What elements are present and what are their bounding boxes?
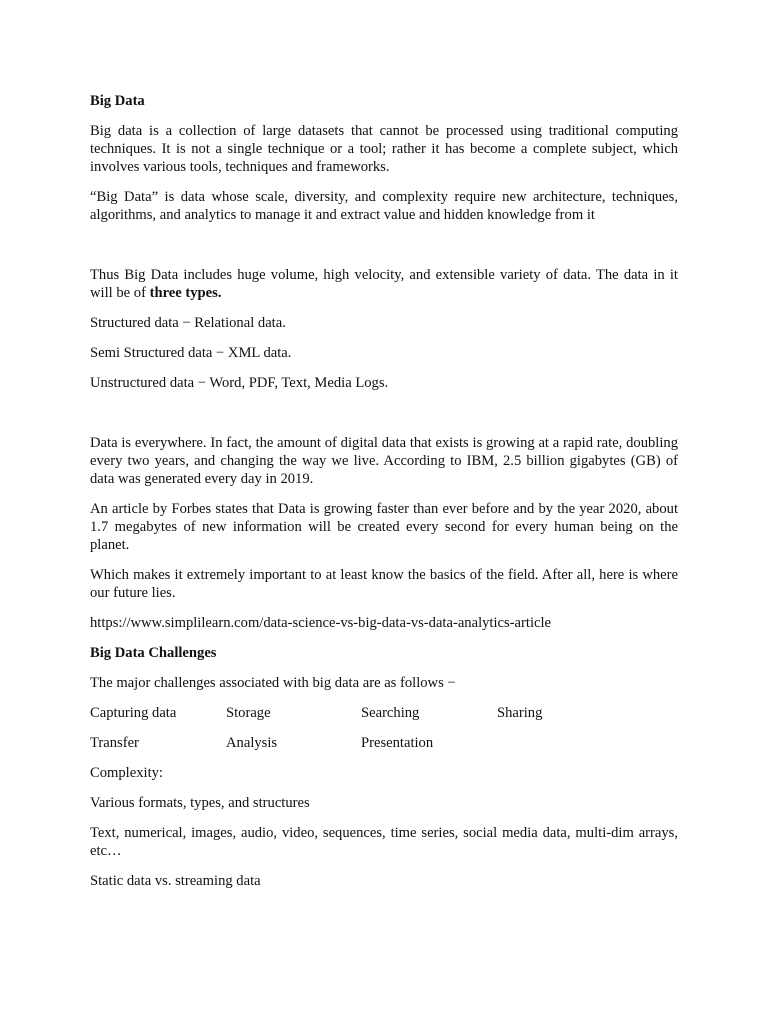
paragraph-importance: Which makes it extremely important to at least know the basics of the field. After all, here is where our future lies. <box>90 567 678 601</box>
challenge-item <box>497 734 632 752</box>
static-vs-streaming: Static data vs. streaming data <box>90 873 261 889</box>
challenges-row-2 <box>90 734 678 752</box>
challenge-item: Analysis <box>226 735 278 751</box>
type-semi-structured: Semi Structured data − XML data. <box>90 345 292 361</box>
challenge-item: Capturing data <box>90 705 177 721</box>
type-unstructured: Unstructured data − Word, PDF, Text, Media Logs. <box>90 375 389 391</box>
formats-line: Various formats, types, and structures <box>90 795 310 811</box>
challenges-intro: The major challenges associated with big data are as follows − <box>90 675 456 691</box>
paragraph-forbes: An article by Forbes states that Data is growing faster than ever before and by the year 2020, about 1.7 megabytes of new information will be created every second for every human being on the planet. <box>90 501 678 553</box>
examples-line: Text, numerical, images, audio, video, sequences, time series, social media data, multi-dim arrays, etc… <box>90 825 678 859</box>
challenge-item: Searching <box>361 705 420 721</box>
challenge-item: Sharing <box>497 705 543 721</box>
paragraph-big-data-quote: “Big Data” is data whose scale, diversity, and complexity require new architecture, techniques, algorithms, and analytics to manage it and extract value and hidden knowledge from it <box>90 189 678 223</box>
complexity-label: Complexity: <box>90 765 163 781</box>
paragraph-three-types-text: Thus Big Data includes huge volume, high velocity, and extensible variety of data. The data in it will be of <box>90 267 678 301</box>
paragraph-three-types <box>90 266 678 302</box>
challenges-row-1 <box>90 704 678 722</box>
spacer <box>90 236 678 266</box>
challenge-item: Transfer <box>90 735 139 751</box>
spacer <box>90 404 678 434</box>
paragraph-data-everywhere: Data is everywhere. In fact, the amount of digital data that exists is growing at a rapid rate, doubling every two years, and changing the way we live. According to IBM, 2.5 billion gigabytes (GB) of data was generated every day in 2019. <box>90 435 678 487</box>
type-structured: Structured data − Relational data. <box>90 315 286 331</box>
section-heading-challenges: Big Data Challenges <box>90 645 217 661</box>
document-page <box>90 92 678 902</box>
source-url: https://www.simplilearn.com/data-science-vs-big-data-vs-data-analytics-article <box>90 615 552 631</box>
three-types-bold: three types. <box>149 285 222 301</box>
paragraph-definition: Big data is a collection of large datasets that cannot be processed using traditional computing techniques. It is not a single technique or a tool; rather it has become a complete subject, which involves various tools, techniques and frameworks. <box>90 123 678 175</box>
challenge-item: Storage <box>226 705 271 721</box>
section-heading-big-data: Big Data <box>90 93 145 109</box>
challenge-item: Presentation <box>361 735 434 751</box>
